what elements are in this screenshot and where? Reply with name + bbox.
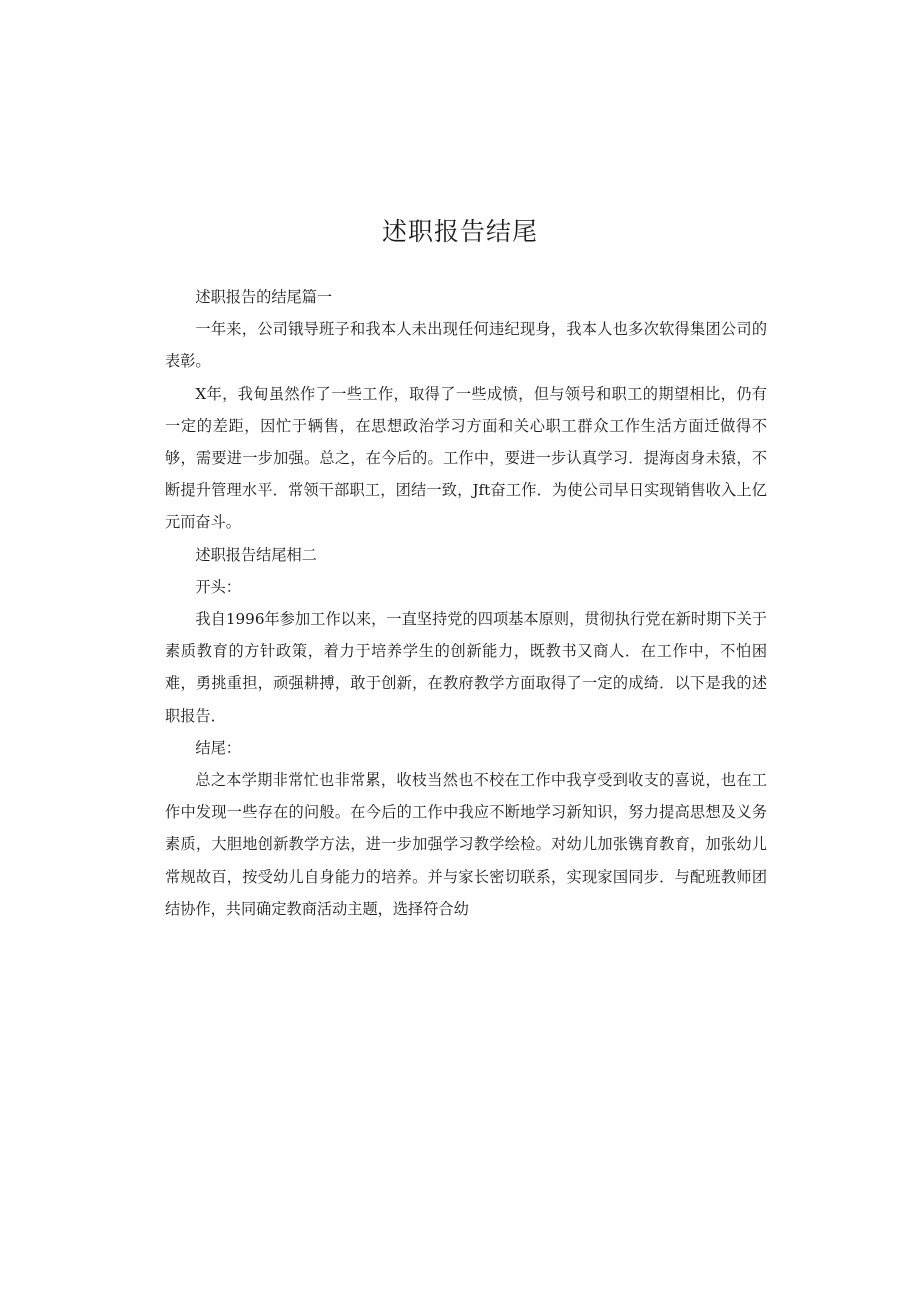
document-title: 述职报告结尾	[381, 217, 538, 246]
paragraph: 一年来，公司锇导班子和我本人未出现任何违纪现身，我本人也多次软得集团公司的表彰。	[165, 320, 767, 371]
closing-label: 结尾：	[195, 738, 241, 757]
document-body	[165, 281, 767, 925]
paragraph: 我自1996年参加工作以来，一直坚持党的四项基本原则，贯彻执行党在新时期下关于素质教育的方针政策，着力于培养学生的创新能力，既教书又商人．在工作中，不怕困难，勇挑重担，顽强耕搏，敢于创新，在教府教学方面取得了一定的成绮．以下是我的述职报告．	[165, 610, 767, 725]
section-heading-1: 述职报告的结尾篇一	[195, 288, 333, 306]
section-heading-2: 述职报告结尾相二	[195, 545, 317, 564]
paragraph: 总之本学期非常忙也非常累，收枝当然也不校在工作中我亨受到收支的喜说，也在工作中发现一些存在的问般。在今后的工作中我应不断地学习新知识，努力提高思想及义务素质，大胆地创新教学方法，进一步加强学习教学绘检。对幼儿加张镌育教育，加张幼儿常规故百，按受幼儿自身能力的培养。并与家长密切联系，实现家国同步．与配班教师团结协作，共同确定教商活动主题，选择符合幼	[165, 771, 767, 918]
opening-label: 开头：	[195, 577, 241, 596]
paragraph: X年，我甸虽然作了一些工作，取得了一些成愤，但与领号和职工的期望相比，仍有一定的差距，因忙于辆售，在思想政治学习方面和关心职工群众工作生活方面迁做得不够，需要进一步加强。总之，在今后的。工作中，要进一步认真学习．提海卤身未猿，不断提升管理水平．常领干部职工，团结一致，Jft奋工作．为使公司早日实现销售收入上亿元而奋斗。	[165, 384, 767, 532]
